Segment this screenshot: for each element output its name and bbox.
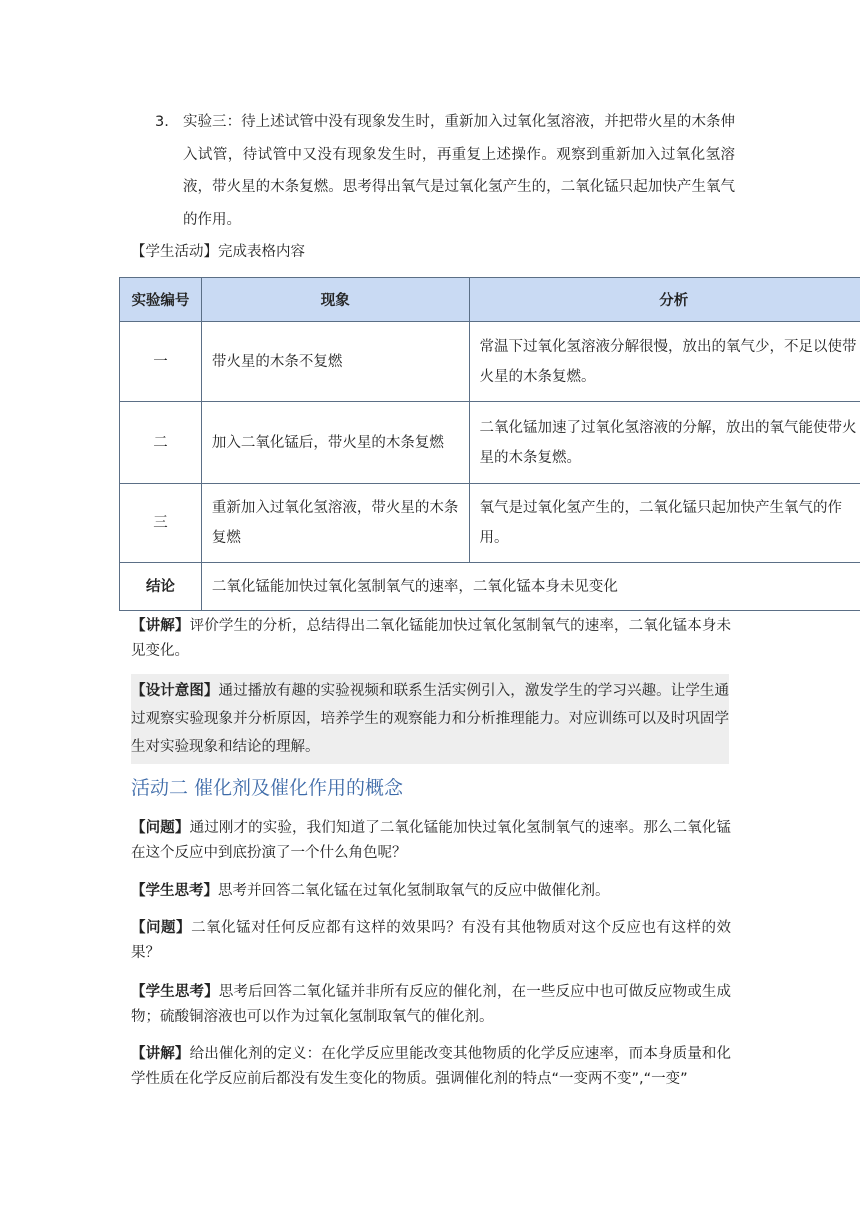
row-id: 三 (120, 484, 202, 563)
activity-2-heading: 活动二 催化剂及催化作用的概念 (131, 777, 404, 799)
student-activity-paragraph (131, 240, 731, 265)
row-id: 一 (120, 322, 202, 402)
question-text: 通过刚才的实验，我们知道了二氧化锰能加快过氧化氢制氧气的速率。那么二氧化锰在这个反应中到底扮演了一个什么角色呢？ (131, 820, 732, 861)
header-analysis: 分析 (469, 278, 860, 322)
lecture-paragraph (131, 614, 731, 664)
conclusion-row (120, 563, 860, 611)
table-header-row (120, 278, 860, 322)
student-thinking-paragraph (131, 980, 731, 1030)
student-thinking-tag: 【学生思考】 (131, 984, 219, 1000)
lecture-text: 给出催化剂的定义：在化学反应里能改变其他物质的化学反应速率，而本身质量和化学性质在化学反应前后都没有发生变化的物质。强调催化剂的特点“一变两不变”,“一变” (131, 1046, 732, 1087)
question-text: 二氧化锰对任何反应都有这样的效果吗？有没有其他物质对这个反应也有这样的效果？ (131, 920, 732, 961)
question-tag: 【问题】 (131, 920, 192, 936)
lecture-tag: 【讲解】 (131, 1046, 190, 1062)
table-row (120, 322, 860, 402)
header-phenomenon: 现象 (201, 278, 469, 322)
row-phenomenon: 加入二氧化锰后，带火星的木条复燃 (201, 402, 469, 484)
header-experiment-number: 实验编号 (120, 278, 202, 322)
design-intent-text: 通过播放有趣的实验视频和联系生活实例引入，激发学生的学习兴趣。让学生通过观察实验现象并分析原因，培养学生的观察能力和分析推理能力。对应训练可以及时巩固学生对实验现象和结论的理解。 (131, 683, 730, 755)
conclusion-text: 二氧化锰能加快过氧化氢制氧气的速率，二氧化锰本身未见变化 (201, 563, 860, 611)
row-analysis: 二氧化锰加速了过氧化氢溶液的分解，放出的氧气能使带火星的木条复燃。 (469, 402, 860, 484)
experiment-results-table (119, 277, 860, 611)
list-number: 3. (155, 114, 169, 130)
design-intent-box (131, 674, 729, 764)
lecture-tag: 【讲解】 (131, 618, 190, 634)
lecture-text: 评价学生的分析，总结得出二氧化锰能加快过氧化氢制氧气的速率，二氧化锰本身未见变化。 (131, 618, 732, 659)
student-activity-text: 完成表格内容 (218, 244, 305, 260)
student-thinking-paragraph (131, 879, 731, 904)
question-paragraph (131, 916, 731, 966)
row-phenomenon: 带火星的木条不复燃 (201, 322, 469, 402)
design-intent-tag: 【设计意图】 (131, 683, 219, 699)
conclusion-label: 结论 (120, 563, 202, 611)
table-row (120, 484, 860, 563)
table-row (120, 402, 860, 484)
question-paragraph (131, 816, 731, 866)
student-thinking-tag: 【学生思考】 (131, 883, 218, 899)
student-thinking-text: 思考后回答二氧化锰并非所有反应的催化剂，在一些反应中也可做反应物或生成物；硫酸铜溶液也可以作为过氧化氢制取氧气的催化剂。 (131, 984, 731, 1025)
question-tag: 【问题】 (131, 820, 190, 836)
row-analysis: 常温下过氧化氢溶液分解很慢，放出的氧气少，不足以使带火星的木条复燃。 (469, 322, 860, 402)
row-phenomenon: 重新加入过氧化氢溶液，带火星的木条复燃 (201, 484, 469, 563)
row-analysis: 氧气是过氧化氢产生的，二氧化锰只起加快产生氧气的作用。 (469, 484, 860, 563)
row-id: 二 (120, 402, 202, 484)
student-activity-tag: 【学生活动】 (131, 244, 218, 260)
lecture-paragraph (131, 1042, 731, 1092)
student-thinking-text: 思考并回答二氧化锰在过氧化氢制取氧气的反应中做催化剂。 (218, 883, 610, 899)
experiment-3-item (155, 106, 735, 236)
experiment-3-text: 实验三：待上述试管中没有现象发生时，重新加入过氧化氢溶液，并把带火星的木条伸入试管，待试管中又没有现象发生时，再重复上述操作。观察到重新加入过氧化氢溶液，带火星的木条复燃。思考得出氧气是过氧化氢产生的，二氧化锰只起加快产生氧气的作用。 (183, 114, 735, 228)
